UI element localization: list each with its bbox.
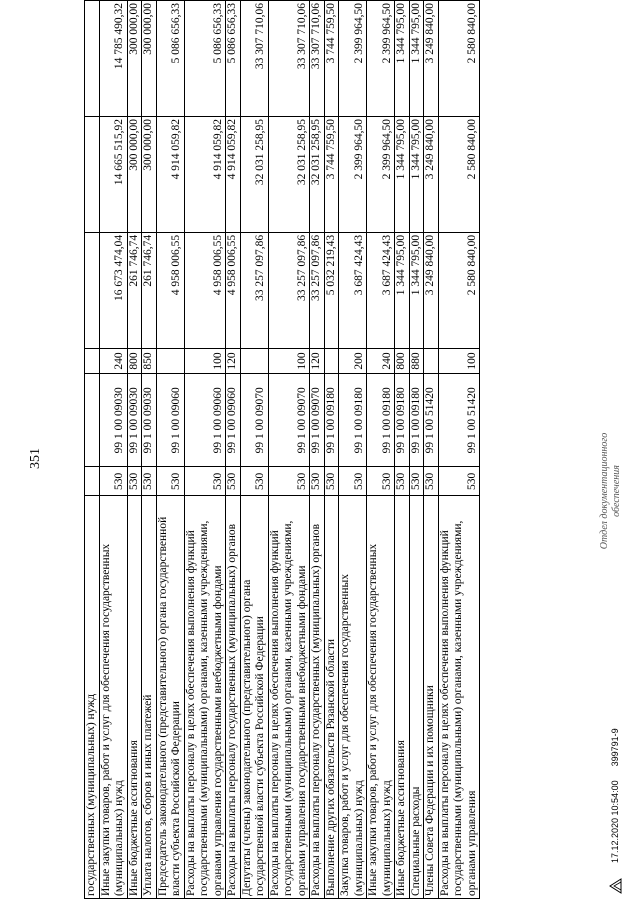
table-row bbox=[438, 1, 480, 899]
cell-kvr bbox=[424, 348, 439, 374]
cell-sum-3: 1 344 795,00 bbox=[395, 1, 410, 117]
cell-sum-3: 300 000,00 bbox=[127, 1, 142, 117]
cell-name: Расходы на выплаты персоналу государственных (муниципальных) органов bbox=[226, 496, 241, 899]
table-row bbox=[99, 1, 127, 899]
table-row bbox=[395, 1, 410, 899]
cell-sum-2: 300 000,00 bbox=[142, 116, 157, 232]
cell-sum-3: 300 000,00 bbox=[142, 1, 157, 117]
table-row bbox=[240, 1, 268, 899]
cell-kcsr: 99 1 00 09070 bbox=[310, 374, 325, 467]
cell-kvr: 100 bbox=[438, 348, 480, 374]
cell-sum-1: 33 257 097,86 bbox=[240, 232, 268, 348]
cell-kcsr: 99 1 00 09070 bbox=[268, 374, 310, 467]
cell-name: Выполнение других обязательств Рязанской области bbox=[324, 496, 339, 899]
cell-kvr: 240 bbox=[367, 348, 395, 374]
cell-sum-1: 3 687 424,43 bbox=[367, 232, 395, 348]
emblem-icon bbox=[608, 877, 622, 895]
cell-kvr: 120 bbox=[310, 348, 325, 374]
cell-kvr: 850 bbox=[142, 348, 157, 374]
cell-kcsr: 99 1 00 09060 bbox=[226, 374, 241, 467]
cell-sum-1: 261 746,74 bbox=[142, 232, 157, 348]
cell-sum-2: 2 399 964,50 bbox=[367, 116, 395, 232]
cell-kcsr: 99 1 00 09060 bbox=[156, 374, 184, 467]
cell-name: Специальные расходы bbox=[409, 496, 424, 899]
cell-kcsr: 99 1 00 51420 bbox=[438, 374, 480, 467]
page-footer bbox=[608, 714, 622, 895]
cell-kcsr: 99 1 00 51420 bbox=[424, 374, 439, 467]
budget-table-body bbox=[85, 1, 480, 899]
cell-name: Иные закупки товаров, работ и услуг для обеспечения государственных (муниципальных) нужд bbox=[367, 496, 395, 899]
cell-ved: 530 bbox=[226, 467, 241, 496]
cell-kvr bbox=[240, 348, 268, 374]
cell-kvr: 240 bbox=[99, 348, 127, 374]
cell-sum-1: 4 958 006,55 bbox=[156, 232, 184, 348]
cell-sum-1: 3 687 424,43 bbox=[339, 232, 367, 348]
cell-sum-1: 33 257 097,86 bbox=[310, 232, 325, 348]
cell-kcsr: 99 1 00 09180 bbox=[395, 374, 410, 467]
cell-sum-3: 2 399 964,50 bbox=[339, 1, 367, 117]
cell-ved bbox=[85, 467, 100, 496]
cell-sum-3: 1 344 795,00 bbox=[409, 1, 424, 117]
cell-sum-3: 2 399 964,50 bbox=[367, 1, 395, 117]
table-row bbox=[339, 1, 367, 899]
footer-doc-id: 399791-9 bbox=[610, 728, 620, 767]
cell-sum-2: 32 031 258,95 bbox=[310, 116, 325, 232]
cell-kcsr: 99 1 00 09180 bbox=[367, 374, 395, 467]
cell-sum-3: 3 249 840,00 bbox=[424, 1, 439, 117]
cell-kcsr: 99 1 00 09180 bbox=[339, 374, 367, 467]
stamp-line-2: обеспечения bbox=[611, 465, 622, 517]
cell-sum-2: 3 744 759,50 bbox=[324, 116, 339, 232]
table-row bbox=[127, 1, 142, 899]
cell-ved: 530 bbox=[142, 467, 157, 496]
cell-ved: 530 bbox=[339, 467, 367, 496]
cell-sum-2: 2 580 840,00 bbox=[438, 116, 480, 232]
cell-kcsr: 99 1 00 09030 bbox=[99, 374, 127, 467]
cell-ved: 530 bbox=[268, 467, 310, 496]
cell-kvr: 800 bbox=[127, 348, 142, 374]
cell-sum-1: 4 958 006,55 bbox=[226, 232, 241, 348]
table-row bbox=[409, 1, 424, 899]
table-row bbox=[226, 1, 241, 899]
cell-name: Расходы на выплаты персоналу в целях обеспечения выполнения функций государственными (муниципальными) органами, казенными учреждениями, органами управления государственными внебюджетными фондами bbox=[184, 496, 226, 899]
table-row bbox=[324, 1, 339, 899]
cell-sum-3: 33 307 710,06 bbox=[240, 1, 268, 117]
cell-kvr: 100 bbox=[268, 348, 310, 374]
cell-kcsr: 99 1 00 09030 bbox=[127, 374, 142, 467]
table-row bbox=[85, 1, 100, 899]
cell-name: Закупка товаров, работ и услуг для обеспечения государственных (муниципальных) нужд bbox=[339, 496, 367, 899]
cell-name: Уплата налогов, сборов и иных платежей bbox=[142, 496, 157, 899]
cell-name: Иные бюджетные ассигнования bbox=[127, 496, 142, 899]
cell-ved: 530 bbox=[367, 467, 395, 496]
cell-sum-2: 32 031 258,95 bbox=[268, 116, 310, 232]
cell-kcsr: 99 1 00 09180 bbox=[409, 374, 424, 467]
cell-sum-1 bbox=[85, 232, 100, 348]
table-row bbox=[142, 1, 157, 899]
cell-sum-1: 5 032 219,43 bbox=[324, 232, 339, 348]
table-row bbox=[268, 1, 310, 899]
cell-sum-2: 3 249 840,00 bbox=[424, 116, 439, 232]
cell-sum-2: 4 914 059,82 bbox=[156, 116, 184, 232]
cell-kvr bbox=[85, 348, 100, 374]
table-row bbox=[184, 1, 226, 899]
cell-kcsr bbox=[85, 374, 100, 467]
cell-name: Иные бюджетные ассигнования bbox=[395, 496, 410, 899]
cell-name: Расходы на выплаты персоналу в целях обеспечения выполнения функций государственными (муниципальными) органами, казенными учреждениями, органами управления bbox=[438, 496, 480, 899]
table-row bbox=[156, 1, 184, 899]
cell-sum-2 bbox=[85, 116, 100, 232]
cell-sum-1: 1 344 795,00 bbox=[409, 232, 424, 348]
cell-sum-3: 33 307 710,06 bbox=[310, 1, 325, 117]
cell-ved: 530 bbox=[156, 467, 184, 496]
cell-sum-3: 5 086 656,33 bbox=[184, 1, 226, 117]
office-stamp bbox=[599, 431, 623, 551]
cell-kvr: 880 bbox=[409, 348, 424, 374]
table-row bbox=[310, 1, 325, 899]
cell-kvr: 800 bbox=[395, 348, 410, 374]
cell-sum-1: 33 257 097,86 bbox=[268, 232, 310, 348]
footer-timestamp: 17.12.2020 10:54:00 bbox=[610, 780, 620, 863]
cell-name: государственных (муниципальных) нужд bbox=[85, 496, 100, 899]
cell-ved: 530 bbox=[424, 467, 439, 496]
cell-sum-2: 32 031 258,95 bbox=[240, 116, 268, 232]
cell-kcsr: 99 1 00 09180 bbox=[324, 374, 339, 467]
cell-sum-3: 2 580 840,00 bbox=[438, 1, 480, 117]
cell-sum-2: 4 914 059,82 bbox=[226, 116, 241, 232]
cell-kvr: 120 bbox=[226, 348, 241, 374]
cell-sum-1: 4 958 006,55 bbox=[184, 232, 226, 348]
table-row bbox=[424, 1, 439, 899]
cell-sum-1: 261 746,74 bbox=[127, 232, 142, 348]
cell-sum-3: 5 086 656,33 bbox=[156, 1, 184, 117]
cell-ved: 530 bbox=[310, 467, 325, 496]
cell-ved: 530 bbox=[240, 467, 268, 496]
cell-sum-3 bbox=[85, 1, 100, 117]
cell-name: Председатель законодательного (представительного) органа государственной власти субъекта Российской Федерации bbox=[156, 496, 184, 899]
cell-ved: 530 bbox=[438, 467, 480, 496]
cell-kcsr: 99 1 00 09030 bbox=[142, 374, 157, 467]
cell-kcsr: 99 1 00 09060 bbox=[184, 374, 226, 467]
cell-sum-2: 300 000,00 bbox=[127, 116, 142, 232]
cell-sum-2: 1 344 795,00 bbox=[409, 116, 424, 232]
cell-name: Иные закупки товаров, работ и услуг для обеспечения государственных (муниципальных) нужд bbox=[99, 496, 127, 899]
cell-kvr: 100 bbox=[184, 348, 226, 374]
cell-sum-1: 2 580 840,00 bbox=[438, 232, 480, 348]
cell-sum-1: 16 673 474,04 bbox=[99, 232, 127, 348]
cell-ved: 530 bbox=[324, 467, 339, 496]
cell-kvr bbox=[324, 348, 339, 374]
cell-ved: 530 bbox=[184, 467, 226, 496]
cell-sum-3: 5 086 656,33 bbox=[226, 1, 241, 117]
cell-sum-3: 3 744 759,50 bbox=[324, 1, 339, 117]
cell-kvr bbox=[156, 348, 184, 374]
cell-sum-3: 14 785 490,32 bbox=[99, 1, 127, 117]
cell-sum-2: 2 399 964,50 bbox=[339, 116, 367, 232]
cell-name: Расходы на выплаты персоналу в целях обеспечения выполнения функций государственными (муниципальными) органами, казенными учреждениями, органами управления государственными внебюджетными фондами bbox=[268, 496, 310, 899]
cell-sum-1: 1 344 795,00 bbox=[395, 232, 410, 348]
cell-sum-2: 4 914 059,82 bbox=[184, 116, 226, 232]
cell-ved: 530 bbox=[99, 467, 127, 496]
cell-name: Расходы на выплаты персоналу государственных (муниципальных) органов bbox=[310, 496, 325, 899]
table-row bbox=[367, 1, 395, 899]
cell-kvr: 200 bbox=[339, 348, 367, 374]
cell-name: Члены Совета Федерации и их помощники bbox=[424, 496, 439, 899]
cell-kcsr: 99 1 00 09070 bbox=[240, 374, 268, 467]
cell-ved: 530 bbox=[395, 467, 410, 496]
cell-sum-2: 14 665 515,92 bbox=[99, 116, 127, 232]
cell-ved: 530 bbox=[127, 467, 142, 496]
page-number: 351 bbox=[28, 448, 43, 469]
cell-sum-3: 33 307 710,06 bbox=[268, 1, 310, 117]
cell-name: Депутаты (члены) законодательного (представительного) органа государственной власти субъекта Российской Федерации bbox=[240, 496, 268, 899]
budget-table bbox=[84, 0, 480, 899]
stamp-line-1: Отдел документационного bbox=[599, 432, 610, 550]
cell-ved: 530 bbox=[409, 467, 424, 496]
cell-sum-2: 1 344 795,00 bbox=[395, 116, 410, 232]
cell-sum-1: 3 249 840,00 bbox=[424, 232, 439, 348]
